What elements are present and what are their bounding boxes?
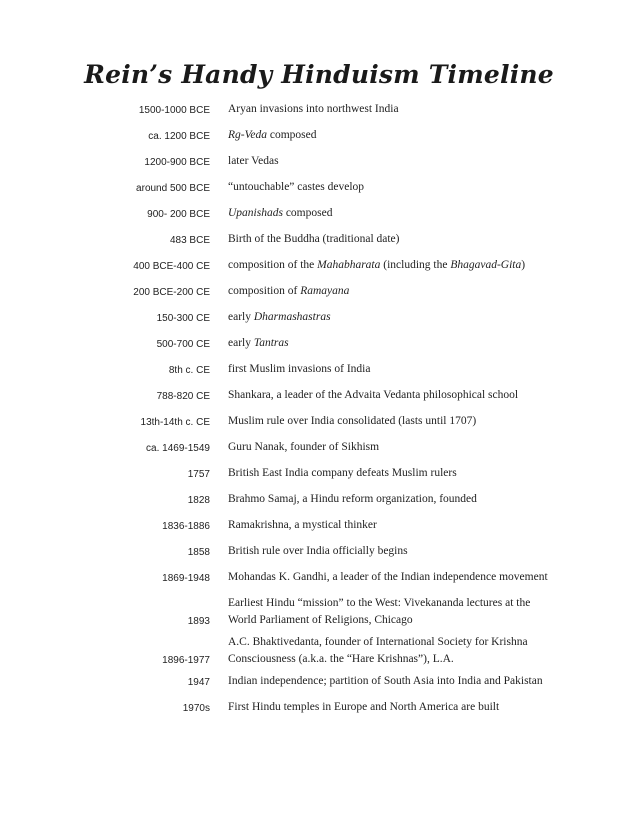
- timeline-event: [228, 387, 548, 404]
- timeline-date: 13th-14th c. CE: [140, 417, 210, 428]
- timeline-row: [0, 413, 638, 439]
- timeline-event: [228, 517, 548, 534]
- event-text: British rule over India officially begins: [228, 545, 408, 557]
- event-text: Brahmo Samaj, a Hindu reform organization, founded: [228, 493, 477, 505]
- event-text: First Hindu temples in Europe and North America are built: [228, 701, 500, 713]
- page-title: Rein’s Handy Hinduism Timeline: [84, 60, 554, 89]
- timeline-row: [0, 335, 638, 361]
- event-text: first Muslim invasions of India: [228, 363, 371, 375]
- event-text: A.C. Bhaktivedanta, founder of International Society for Krishna Consciousness (a.k.a. the “Hare Krishnas”), L.A.: [228, 636, 528, 665]
- timeline-row: [0, 595, 638, 634]
- timeline-row: [0, 231, 638, 257]
- timeline-event: [228, 413, 548, 430]
- event-text: (including the: [380, 259, 451, 271]
- timeline-row: [0, 101, 638, 127]
- timeline-row: [0, 517, 638, 543]
- event-text: composed: [266, 129, 317, 141]
- timeline-date: around 500 BCE: [136, 183, 210, 194]
- timeline-event: [228, 127, 548, 144]
- timeline-row: [0, 634, 638, 673]
- timeline-row: [0, 179, 638, 205]
- event-text: “untouchable” castes develop: [228, 181, 365, 193]
- timeline-event: [228, 179, 548, 196]
- timeline-row: [0, 465, 638, 491]
- timeline-event: [228, 205, 548, 222]
- event-title-italic: Dharmashastras: [253, 311, 331, 323]
- timeline-date: 1869-1948: [162, 573, 210, 584]
- timeline-date: 1893: [187, 616, 210, 627]
- timeline-date: ca. 1469-1549: [146, 443, 210, 454]
- timeline-row: [0, 127, 638, 153]
- event-text: early: [228, 311, 254, 323]
- timeline-date: 1896-1977: [162, 655, 210, 666]
- event-text: composed: [282, 207, 333, 219]
- timeline-row: [0, 543, 638, 569]
- event-title-italic: Bhagavad-Gita: [450, 259, 522, 271]
- timeline-date: 500-700 CE: [156, 339, 210, 350]
- timeline-event: [228, 491, 548, 508]
- timeline-event: [228, 439, 548, 456]
- timeline-row: [0, 361, 638, 387]
- timeline-row: [0, 387, 638, 413]
- timeline-event: [228, 309, 548, 326]
- event-title-italic: Upanishads: [228, 207, 283, 219]
- event-text: Muslim rule over India consolidated (lasts until 1707): [228, 415, 477, 427]
- timeline-event: [228, 231, 548, 248]
- timeline-date: 1757: [187, 469, 210, 480]
- event-text: later Vedas: [228, 155, 279, 167]
- event-text: ): [521, 259, 526, 271]
- event-text: Earliest Hindu “mission” to the West: Vivekananda lectures at the World Parliament of Religions, Chicago: [228, 597, 531, 626]
- timeline-event: [228, 153, 548, 170]
- event-text: Shankara, a leader of the Advaita Vedanta philosophical school: [228, 389, 519, 401]
- timeline-date: 150-300 CE: [156, 313, 210, 324]
- timeline-date: 1970s: [182, 703, 210, 714]
- event-text: Aryan invasions into northwest India: [228, 103, 399, 115]
- timeline-row: [0, 309, 638, 335]
- timeline-event: [228, 283, 548, 300]
- event-text: composition of: [228, 285, 301, 297]
- timeline-date: 1200-900 BCE: [144, 157, 210, 168]
- event-title-italic: Rg-Veda: [228, 129, 267, 141]
- timeline-date: 483 BCE: [169, 235, 210, 246]
- event-text: Ramakrishna, a mystical thinker: [228, 519, 377, 531]
- event-text: Guru Nanak, founder of Sikhism: [228, 441, 380, 453]
- timeline-event: [228, 465, 548, 482]
- timeline-event: [228, 569, 548, 586]
- timeline-row: [0, 569, 638, 595]
- timeline-event: [228, 634, 548, 668]
- timeline-event: [228, 699, 548, 716]
- timeline-event: [228, 101, 548, 118]
- event-text: British East India company defeats Muslim rulers: [228, 467, 457, 479]
- event-title-italic: Ramayana: [300, 285, 350, 297]
- timeline-date: 200 BCE-200 CE: [133, 287, 210, 298]
- timeline-date: ca. 1200 BCE: [148, 131, 210, 142]
- timeline-row: [0, 673, 638, 699]
- timeline-row: [0, 205, 638, 231]
- timeline-row: [0, 439, 638, 465]
- timeline-event: [228, 543, 548, 560]
- event-text: early: [228, 337, 254, 349]
- timeline-event: [228, 673, 548, 690]
- timeline-date: 1828: [187, 495, 210, 506]
- timeline-date: 400 BCE-400 CE: [133, 261, 210, 272]
- timeline-date: 788-820 CE: [156, 391, 210, 402]
- timeline-row: [0, 153, 638, 179]
- timeline-date: 1500-1000 BCE: [138, 105, 210, 116]
- timeline-date: 8th c. CE: [168, 365, 210, 376]
- timeline-row: [0, 257, 638, 283]
- event-title-italic: Tantras: [253, 337, 289, 349]
- event-text: Indian independence; partition of South Asia into India and Pakistan: [228, 675, 543, 687]
- timeline-event: [228, 335, 548, 352]
- timeline-date: 1836-1886: [162, 521, 210, 532]
- event-text: Birth of the Buddha (traditional date): [228, 233, 400, 245]
- timeline-row: [0, 491, 638, 517]
- timeline-date: 1858: [187, 547, 210, 558]
- event-text: composition of the: [228, 259, 318, 271]
- event-text: Mohandas K. Gandhi, a leader of the Indian independence movement: [228, 571, 548, 583]
- timeline-date: 1947: [187, 677, 210, 688]
- timeline-event: [228, 361, 548, 378]
- timeline-event: [228, 595, 548, 629]
- timeline-row: [0, 283, 638, 309]
- timeline-date: 900- 200 BCE: [147, 209, 210, 220]
- event-title-italic: Mahabharata: [317, 259, 381, 271]
- timeline-event: [228, 257, 548, 274]
- timeline-row: [0, 699, 638, 725]
